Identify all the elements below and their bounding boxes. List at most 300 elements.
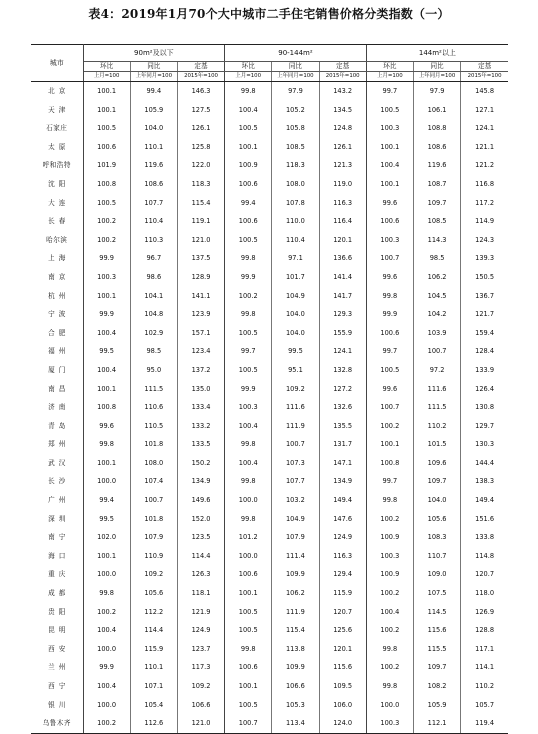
base-header: 上月=100 xyxy=(366,72,413,82)
city-cell: 呼和浩特 xyxy=(31,156,83,175)
value-cell: 107.9 xyxy=(130,528,177,547)
value-cell: 108.5 xyxy=(272,138,319,157)
value-cell: 143.2 xyxy=(319,82,366,101)
value-cell: 114.3 xyxy=(413,231,460,250)
value-cell: 104.8 xyxy=(130,305,177,324)
value-cell: 152.0 xyxy=(177,510,224,529)
value-cell: 121.0 xyxy=(177,231,224,250)
value-cell: 99.9 xyxy=(366,305,413,324)
value-cell: 100.8 xyxy=(366,454,413,473)
value-cell: 117.1 xyxy=(461,640,508,659)
value-cell: 99.6 xyxy=(366,268,413,287)
value-cell: 108.0 xyxy=(272,175,319,194)
value-cell: 126.1 xyxy=(177,119,224,138)
value-cell: 100.9 xyxy=(366,528,413,547)
value-cell: 99.6 xyxy=(366,380,413,399)
value-cell: 100.3 xyxy=(83,268,130,287)
city-cell: 西安 xyxy=(31,640,83,659)
table-row xyxy=(31,417,508,436)
city-cell: 海口 xyxy=(31,547,83,566)
table-row xyxy=(31,640,508,659)
table-row xyxy=(31,175,508,194)
value-cell: 137.2 xyxy=(177,361,224,380)
value-cell: 105.9 xyxy=(413,696,460,715)
table-row xyxy=(31,194,508,213)
value-cell: 127.1 xyxy=(461,101,508,120)
value-cell: 99.8 xyxy=(225,510,272,529)
value-cell: 120.7 xyxy=(319,603,366,622)
value-cell: 107.3 xyxy=(272,454,319,473)
value-cell: 100.5 xyxy=(225,621,272,640)
city-cell: 长春 xyxy=(31,212,83,231)
table-row xyxy=(31,454,508,473)
table-row xyxy=(31,584,508,603)
value-cell: 103.2 xyxy=(272,491,319,510)
value-cell: 100.2 xyxy=(83,231,130,250)
value-cell: 115.5 xyxy=(413,640,460,659)
city-cell: 广州 xyxy=(31,491,83,510)
value-cell: 104.9 xyxy=(272,510,319,529)
value-cell: 108.8 xyxy=(413,119,460,138)
table-row xyxy=(31,435,508,454)
value-cell: 100.4 xyxy=(225,417,272,436)
sub-header: 同比 xyxy=(272,62,319,72)
value-cell: 100.0 xyxy=(83,696,130,715)
value-cell: 99.8 xyxy=(225,305,272,324)
value-cell: 118.3 xyxy=(177,175,224,194)
value-cell: 149.4 xyxy=(461,491,508,510)
sub-header-row xyxy=(31,62,508,72)
value-cell: 114.8 xyxy=(461,547,508,566)
value-cell: 115.9 xyxy=(319,584,366,603)
value-cell: 105.2 xyxy=(272,101,319,120)
value-cell: 99.8 xyxy=(366,677,413,696)
value-cell: 159.4 xyxy=(461,324,508,343)
value-cell: 128.9 xyxy=(177,268,224,287)
value-cell: 110.3 xyxy=(130,231,177,250)
value-cell: 97.9 xyxy=(272,82,319,101)
value-cell: 100.9 xyxy=(366,565,413,584)
value-cell: 100.1 xyxy=(225,138,272,157)
value-cell: 101.8 xyxy=(130,510,177,529)
city-cell: 深圳 xyxy=(31,510,83,529)
value-cell: 100.2 xyxy=(366,584,413,603)
value-cell: 100.7 xyxy=(130,491,177,510)
value-cell: 110.4 xyxy=(130,212,177,231)
value-cell: 111.9 xyxy=(272,603,319,622)
value-cell: 104.1 xyxy=(130,287,177,306)
value-cell: 100.1 xyxy=(225,584,272,603)
city-cell: 成都 xyxy=(31,584,83,603)
value-cell: 105.4 xyxy=(130,696,177,715)
value-cell: 121.7 xyxy=(461,305,508,324)
value-cell: 100.8 xyxy=(83,175,130,194)
city-cell: 北京 xyxy=(31,82,83,101)
value-cell: 97.9 xyxy=(413,82,460,101)
value-cell: 124.1 xyxy=(319,342,366,361)
city-cell: 长沙 xyxy=(31,472,83,491)
table-row xyxy=(31,714,508,733)
city-cell: 济南 xyxy=(31,398,83,417)
sub-header: 定基 xyxy=(319,62,366,72)
city-cell: 贵阳 xyxy=(31,603,83,622)
value-cell: 99.9 xyxy=(83,249,130,268)
city-cell: 郑州 xyxy=(31,435,83,454)
city-cell: 南京 xyxy=(31,268,83,287)
value-cell: 106.2 xyxy=(413,268,460,287)
value-cell: 144.4 xyxy=(461,454,508,473)
city-cell: 西宁 xyxy=(31,677,83,696)
table-row xyxy=(31,324,508,343)
base-header: 上年同月=100 xyxy=(130,72,177,82)
value-cell: 100.1 xyxy=(225,677,272,696)
value-cell: 100.9 xyxy=(225,156,272,175)
group-header-large: 144m²以上 xyxy=(366,45,508,62)
value-cell: 110.4 xyxy=(272,231,319,250)
value-cell: 111.9 xyxy=(272,417,319,436)
value-cell: 128.8 xyxy=(461,621,508,640)
value-cell: 99.8 xyxy=(83,584,130,603)
value-cell: 99.9 xyxy=(225,268,272,287)
value-cell: 111.6 xyxy=(413,380,460,399)
value-cell: 124.3 xyxy=(461,231,508,250)
value-cell: 118.0 xyxy=(461,584,508,603)
table-row xyxy=(31,398,508,417)
value-cell: 99.6 xyxy=(83,417,130,436)
value-cell: 109.6 xyxy=(413,454,460,473)
value-cell: 99.7 xyxy=(366,472,413,491)
value-cell: 100.4 xyxy=(366,156,413,175)
value-cell: 141.1 xyxy=(177,287,224,306)
value-cell: 99.8 xyxy=(366,287,413,306)
value-cell: 116.4 xyxy=(319,212,366,231)
sub-header: 环比 xyxy=(366,62,413,72)
table-title: 表4：2019年1月70个大中城市二手住宅销售价格分类指数（一） xyxy=(88,7,450,21)
sub-header: 定基 xyxy=(461,62,508,72)
value-cell: 100.4 xyxy=(225,101,272,120)
value-cell: 129.3 xyxy=(319,305,366,324)
value-cell: 128.4 xyxy=(461,342,508,361)
table-row xyxy=(31,621,508,640)
value-cell: 116.3 xyxy=(319,547,366,566)
value-cell: 100.0 xyxy=(83,565,130,584)
value-cell: 110.6 xyxy=(130,398,177,417)
table-row xyxy=(31,231,508,250)
value-cell: 114.4 xyxy=(130,621,177,640)
value-cell: 118.3 xyxy=(272,156,319,175)
value-cell: 113.8 xyxy=(272,640,319,659)
table-row xyxy=(31,82,508,101)
value-cell: 101.2 xyxy=(225,528,272,547)
value-cell: 99.8 xyxy=(225,435,272,454)
value-cell: 121.1 xyxy=(461,138,508,157)
table-row xyxy=(31,658,508,677)
value-cell: 135.5 xyxy=(319,417,366,436)
value-cell: 124.9 xyxy=(177,621,224,640)
city-cell: 杭州 xyxy=(31,287,83,306)
value-cell: 133.8 xyxy=(461,528,508,547)
value-cell: 114.5 xyxy=(413,603,460,622)
table-row xyxy=(31,249,508,268)
group-header-medium: 90-144m² xyxy=(225,45,367,62)
value-cell: 133.5 xyxy=(177,435,224,454)
value-cell: 100.4 xyxy=(225,454,272,473)
sub-header: 同比 xyxy=(413,62,460,72)
table-row xyxy=(31,156,508,175)
sub-header: 环比 xyxy=(225,62,272,72)
value-cell: 104.0 xyxy=(130,119,177,138)
value-cell: 127.2 xyxy=(319,380,366,399)
city-cell: 石家庄 xyxy=(31,119,83,138)
value-cell: 110.7 xyxy=(413,547,460,566)
value-cell: 107.7 xyxy=(130,194,177,213)
value-cell: 115.6 xyxy=(413,621,460,640)
value-cell: 138.3 xyxy=(461,472,508,491)
value-cell: 109.9 xyxy=(272,565,319,584)
sub-header: 环比 xyxy=(83,62,130,72)
value-cell: 107.1 xyxy=(130,677,177,696)
value-cell: 100.5 xyxy=(83,194,130,213)
value-cell: 99.4 xyxy=(83,491,130,510)
value-cell: 116.3 xyxy=(319,194,366,213)
value-cell: 136.7 xyxy=(461,287,508,306)
value-cell: 100.6 xyxy=(366,324,413,343)
value-cell: 122.0 xyxy=(177,156,224,175)
value-cell: 100.4 xyxy=(366,603,413,622)
value-cell: 119.6 xyxy=(413,156,460,175)
value-cell: 147.1 xyxy=(319,454,366,473)
value-cell: 100.1 xyxy=(83,380,130,399)
value-cell: 99.9 xyxy=(83,305,130,324)
table-row xyxy=(31,528,508,547)
table-row xyxy=(31,361,508,380)
table-row xyxy=(31,119,508,138)
value-cell: 99.7 xyxy=(366,342,413,361)
value-cell: 100.3 xyxy=(366,231,413,250)
table-body xyxy=(31,82,508,734)
value-cell: 110.2 xyxy=(461,677,508,696)
value-cell: 112.2 xyxy=(130,603,177,622)
value-cell: 133.2 xyxy=(177,417,224,436)
value-cell: 100.4 xyxy=(83,677,130,696)
value-cell: 119.0 xyxy=(319,175,366,194)
value-cell: 99.8 xyxy=(225,249,272,268)
city-cell: 大连 xyxy=(31,194,83,213)
value-cell: 149.6 xyxy=(177,491,224,510)
value-cell: 155.9 xyxy=(319,324,366,343)
value-cell: 114.4 xyxy=(177,547,224,566)
sub-header: 同比 xyxy=(130,62,177,72)
value-cell: 99.5 xyxy=(272,342,319,361)
value-cell: 121.9 xyxy=(177,603,224,622)
value-cell: 150.5 xyxy=(461,268,508,287)
value-cell: 101.7 xyxy=(272,268,319,287)
value-cell: 100.2 xyxy=(83,714,130,733)
value-cell: 106.0 xyxy=(319,696,366,715)
value-cell: 99.7 xyxy=(366,82,413,101)
city-column-header: 城市 xyxy=(31,45,83,82)
value-cell: 115.4 xyxy=(272,621,319,640)
table-row xyxy=(31,138,508,157)
value-cell: 120.1 xyxy=(319,231,366,250)
value-cell: 100.6 xyxy=(366,212,413,231)
value-cell: 99.5 xyxy=(83,342,130,361)
value-cell: 115.9 xyxy=(130,640,177,659)
value-cell: 96.7 xyxy=(130,249,177,268)
value-cell: 100.7 xyxy=(413,342,460,361)
price-index-table xyxy=(31,44,508,734)
value-cell: 112.6 xyxy=(130,714,177,733)
value-cell: 123.7 xyxy=(177,640,224,659)
value-cell: 100.7 xyxy=(272,435,319,454)
value-cell: 109.0 xyxy=(413,565,460,584)
value-cell: 105.6 xyxy=(413,510,460,529)
value-cell: 106.6 xyxy=(272,677,319,696)
group-header-small: 90m²及以下 xyxy=(83,45,225,62)
city-cell: 南昌 xyxy=(31,380,83,399)
value-cell: 99.9 xyxy=(225,380,272,399)
base-header: 上年同月=100 xyxy=(272,72,319,82)
city-cell: 厦门 xyxy=(31,361,83,380)
value-cell: 100.0 xyxy=(366,696,413,715)
value-cell: 136.6 xyxy=(319,249,366,268)
value-cell: 99.4 xyxy=(130,82,177,101)
value-cell: 146.3 xyxy=(177,82,224,101)
value-cell: 106.1 xyxy=(413,101,460,120)
value-cell: 129.7 xyxy=(461,417,508,436)
value-cell: 100.0 xyxy=(225,547,272,566)
value-cell: 101.5 xyxy=(413,435,460,454)
value-cell: 109.2 xyxy=(177,677,224,696)
base-header: 上月=100 xyxy=(83,72,130,82)
value-cell: 121.0 xyxy=(177,714,224,733)
table-row xyxy=(31,696,508,715)
value-cell: 121.2 xyxy=(461,156,508,175)
value-cell: 98.5 xyxy=(130,342,177,361)
value-cell: 100.1 xyxy=(83,82,130,101)
value-cell: 100.5 xyxy=(366,361,413,380)
value-cell: 129.4 xyxy=(319,565,366,584)
value-cell: 100.6 xyxy=(225,658,272,677)
value-cell: 100.1 xyxy=(366,175,413,194)
value-cell: 106.2 xyxy=(272,584,319,603)
city-cell: 上海 xyxy=(31,249,83,268)
city-cell: 青岛 xyxy=(31,417,83,436)
value-cell: 108.6 xyxy=(130,175,177,194)
value-cell: 104.5 xyxy=(413,287,460,306)
value-cell: 110.1 xyxy=(130,138,177,157)
value-cell: 100.1 xyxy=(366,138,413,157)
value-cell: 110.1 xyxy=(130,658,177,677)
value-cell: 108.7 xyxy=(413,175,460,194)
value-cell: 99.8 xyxy=(225,82,272,101)
value-cell: 100.1 xyxy=(366,435,413,454)
value-cell: 126.9 xyxy=(461,603,508,622)
value-cell: 100.3 xyxy=(366,547,413,566)
value-cell: 108.2 xyxy=(413,677,460,696)
value-cell: 117.3 xyxy=(177,658,224,677)
value-cell: 108.0 xyxy=(130,454,177,473)
city-cell: 天津 xyxy=(31,101,83,120)
value-cell: 100.5 xyxy=(225,231,272,250)
value-cell: 99.4 xyxy=(225,194,272,213)
base-header: 2015年=100 xyxy=(177,72,224,82)
value-cell: 100.1 xyxy=(83,101,130,120)
value-cell: 110.5 xyxy=(130,417,177,436)
value-cell: 104.9 xyxy=(272,287,319,306)
value-cell: 124.8 xyxy=(319,119,366,138)
value-cell: 100.4 xyxy=(83,621,130,640)
value-cell: 100.1 xyxy=(83,287,130,306)
value-cell: 124.9 xyxy=(319,528,366,547)
value-cell: 126.1 xyxy=(319,138,366,157)
value-cell: 100.5 xyxy=(225,603,272,622)
value-cell: 123.4 xyxy=(177,342,224,361)
city-cell: 重庆 xyxy=(31,565,83,584)
value-cell: 100.6 xyxy=(83,138,130,157)
value-cell: 119.6 xyxy=(130,156,177,175)
value-cell: 100.7 xyxy=(225,714,272,733)
value-cell: 109.2 xyxy=(272,380,319,399)
value-cell: 95.1 xyxy=(272,361,319,380)
city-cell: 武汉 xyxy=(31,454,83,473)
city-cell: 合肥 xyxy=(31,324,83,343)
value-cell: 98.5 xyxy=(413,249,460,268)
value-cell: 104.2 xyxy=(413,305,460,324)
value-cell: 121.3 xyxy=(319,156,366,175)
base-header-row xyxy=(31,72,508,82)
city-cell: 福州 xyxy=(31,342,83,361)
value-cell: 100.5 xyxy=(83,119,130,138)
value-cell: 114.1 xyxy=(461,658,508,677)
table-row xyxy=(31,305,508,324)
table-row xyxy=(31,101,508,120)
value-cell: 100.8 xyxy=(83,398,130,417)
value-cell: 99.8 xyxy=(225,472,272,491)
table-row xyxy=(31,565,508,584)
value-cell: 125.6 xyxy=(319,621,366,640)
value-cell: 134.5 xyxy=(319,101,366,120)
value-cell: 107.4 xyxy=(130,472,177,491)
city-cell: 兰州 xyxy=(31,658,83,677)
value-cell: 141.4 xyxy=(319,268,366,287)
value-cell: 100.5 xyxy=(225,324,272,343)
base-header: 2015年=100 xyxy=(461,72,508,82)
value-cell: 100.4 xyxy=(83,324,130,343)
table-row xyxy=(31,677,508,696)
value-cell: 134.9 xyxy=(177,472,224,491)
value-cell: 100.6 xyxy=(225,212,272,231)
value-cell: 107.7 xyxy=(272,472,319,491)
value-cell: 100.5 xyxy=(225,361,272,380)
city-cell: 太原 xyxy=(31,138,83,157)
table-row xyxy=(31,491,508,510)
value-cell: 119.4 xyxy=(461,714,508,733)
value-cell: 105.9 xyxy=(130,101,177,120)
value-cell: 100.3 xyxy=(366,714,413,733)
value-cell: 127.5 xyxy=(177,101,224,120)
value-cell: 150.2 xyxy=(177,454,224,473)
value-cell: 113.4 xyxy=(272,714,319,733)
base-header: 上月=100 xyxy=(225,72,272,82)
value-cell: 120.1 xyxy=(319,640,366,659)
value-cell: 100.2 xyxy=(83,212,130,231)
value-cell: 106.6 xyxy=(177,696,224,715)
value-cell: 100.6 xyxy=(225,175,272,194)
value-cell: 134.9 xyxy=(319,472,366,491)
value-cell: 130.8 xyxy=(461,398,508,417)
value-cell: 139.3 xyxy=(461,249,508,268)
